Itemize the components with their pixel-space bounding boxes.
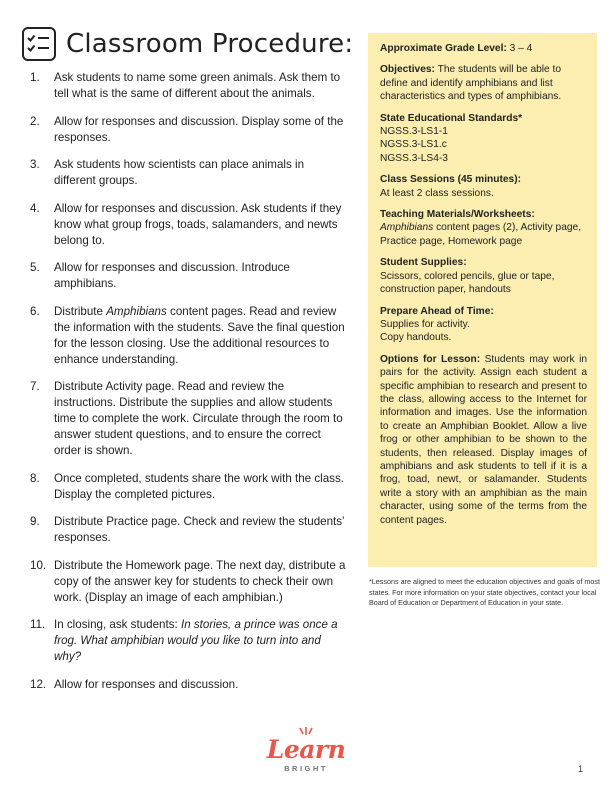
- procedure-step: [30, 558, 348, 606]
- step-text: [54, 558, 348, 606]
- step-number: 3.: [30, 158, 40, 171]
- lesson-options: [380, 353, 587, 527]
- procedure-step: [30, 677, 348, 693]
- step-text-part: Distribute the Homework page. The next day, distribute a copy of the answer key for students to check their own work. (Display an image of each amphibian.): [54, 558, 346, 604]
- objectives-label: Objectives:: [380, 64, 435, 76]
- step-italic-text: Amphibians: [106, 304, 167, 318]
- procedure-step: [30, 379, 348, 459]
- step-text: [54, 677, 348, 693]
- sessions-label: Class Sessions (45 minutes):: [380, 174, 521, 186]
- step-text-part: In closing, ask students:: [54, 618, 181, 631]
- step-number: 1.: [30, 71, 40, 84]
- step-number: 7.: [30, 380, 40, 393]
- step-text-part: Ask students how scientists can place animals in different groups.: [54, 158, 305, 187]
- student-supplies: [380, 256, 587, 296]
- grade-value: 3 – 4: [509, 43, 533, 54]
- step-number: 5.: [30, 261, 40, 274]
- step-text: [54, 70, 348, 102]
- procedure-step: [30, 114, 348, 146]
- page-number: 1: [578, 764, 584, 774]
- step-text: [54, 514, 348, 546]
- page-title: Classroom Procedure:: [66, 29, 354, 59]
- step-text-part: Distribute: [54, 304, 107, 318]
- objectives-text: The students will be able to define and identify amphibians and list characteristics and types of amphibians.: [380, 64, 562, 103]
- standard-item: NGSS.3-LS1.c: [380, 139, 447, 151]
- teaching-materials: [380, 208, 587, 248]
- step-number: 2.: [30, 114, 40, 128]
- step-text: [54, 157, 348, 189]
- grade-label: Approximate Grade Level:: [380, 43, 507, 54]
- materials-text: content pages (2), Activity page, Practice page, Homework page: [380, 222, 582, 247]
- step-text-part: Allow for responses and discussion. Introduce amphibians.: [54, 261, 290, 290]
- step-italic-text: In stories, a prince was once a frog. What amphibian would you like to turn into and why?: [54, 618, 338, 663]
- standard-item: NGSS.3-LS4-3: [380, 152, 448, 164]
- step-text: [54, 201, 348, 249]
- logo-wordmark: Learn: [266, 735, 346, 764]
- step-text-part: Allow for responses and discussion.: [54, 677, 239, 691]
- step-number: 12.: [30, 677, 47, 691]
- step-text-part: Allow for responses and discussion. Ask students if they know what group frogs, toads, salamanders, and newts belong to.: [54, 201, 342, 247]
- sessions-text: At least 2 class sessions.: [380, 187, 494, 199]
- standards-label: State Educational Standards*: [380, 112, 523, 124]
- class-sessions: [380, 173, 587, 200]
- procedure-list: [30, 70, 348, 704]
- procedure-step: [30, 471, 348, 503]
- step-number: 9.: [30, 515, 40, 528]
- step-text-part: Ask students to name some green animals. Ask them to tell what is the same of different about the animals.: [54, 71, 341, 100]
- checklist-icon: [22, 27, 56, 61]
- supplies-label: Student Supplies:: [380, 257, 467, 269]
- step-text-part: content pages. Read and review the information with the students. Save the final question for the lesson closing. Use the additional resources to enhance understanding.: [54, 304, 345, 366]
- procedure-step: [30, 260, 348, 292]
- step-text: [54, 379, 348, 459]
- step-text-part: Distribute Activity page. Read and review the instructions. Distribute the supplies and allow students time to complete the work. Circulate through the room to answer student questions, and to ensure the correct order is shown.: [54, 380, 343, 457]
- procedure-step: [30, 617, 348, 665]
- prepare-label: Prepare Ahead of Time:: [380, 305, 494, 317]
- step-text-part: Once completed, students share the work with the class. Display the completed pictures.: [54, 471, 344, 501]
- step-number: 10.: [30, 558, 47, 572]
- options-label: Options for Lesson:: [380, 353, 481, 365]
- step-text-part: Distribute Practice page. Check and review the students’ responses.: [54, 515, 345, 544]
- step-number: 6.: [30, 304, 40, 318]
- state-standards: [380, 112, 587, 166]
- step-text: [54, 471, 348, 503]
- lesson-info-sidebar: [368, 33, 597, 567]
- standard-item: NGSS.3-LS1-1: [380, 126, 448, 138]
- procedure-step: [30, 201, 348, 249]
- step-text: [54, 617, 348, 665]
- prepare-item: Supplies for activity.: [380, 318, 470, 330]
- step-number: 11.: [30, 618, 46, 631]
- step-number: 8.: [30, 471, 40, 485]
- procedure-step: [30, 304, 348, 368]
- prepare-ahead: [380, 305, 587, 345]
- learn-bright-logo: [258, 728, 354, 778]
- materials-italic: Amphibians: [380, 222, 434, 234]
- grade-level: [380, 42, 587, 55]
- options-text: Students may work in pairs for the activity. Assign each student a specific amphibian to research and present to the class, allowing access to the Internet for information and images. Use the information to create an Amphibian Booklet. Allow a live frog or other amphibian to be shown to the students, then released. Display images of amphibians and ask students to tell if it is a frog, toad, newt, or salamander. Students write a story with an amphibian as the main character, using some of the terms from the content pages.: [380, 353, 588, 526]
- procedure-step: [30, 70, 348, 102]
- step-text: [54, 304, 348, 368]
- procedure-step: [30, 514, 348, 546]
- step-number: 4.: [30, 201, 40, 215]
- procedure-step: [30, 157, 348, 189]
- materials-label: Teaching Materials/Worksheets:: [380, 209, 535, 221]
- spark-icon: [298, 726, 314, 736]
- step-text: [54, 114, 348, 146]
- step-text: [54, 260, 348, 292]
- objectives: [380, 63, 587, 103]
- supplies-text: Scissors, colored pencils, glue or tape, construction paper, handouts: [380, 270, 555, 296]
- page-header: [22, 22, 353, 66]
- step-text-part: Allow for responses and discussion. Display some of the responses.: [54, 114, 344, 144]
- prepare-item: Copy handouts.: [380, 332, 452, 344]
- logo-subtitle: BRIGHT: [284, 764, 328, 773]
- standards-footnote: *Lessons are aligned to meet the education objectives and goals of most states. For more information on your state objectives, contact your local Board of Education or Department of Education in your state.: [369, 577, 600, 608]
